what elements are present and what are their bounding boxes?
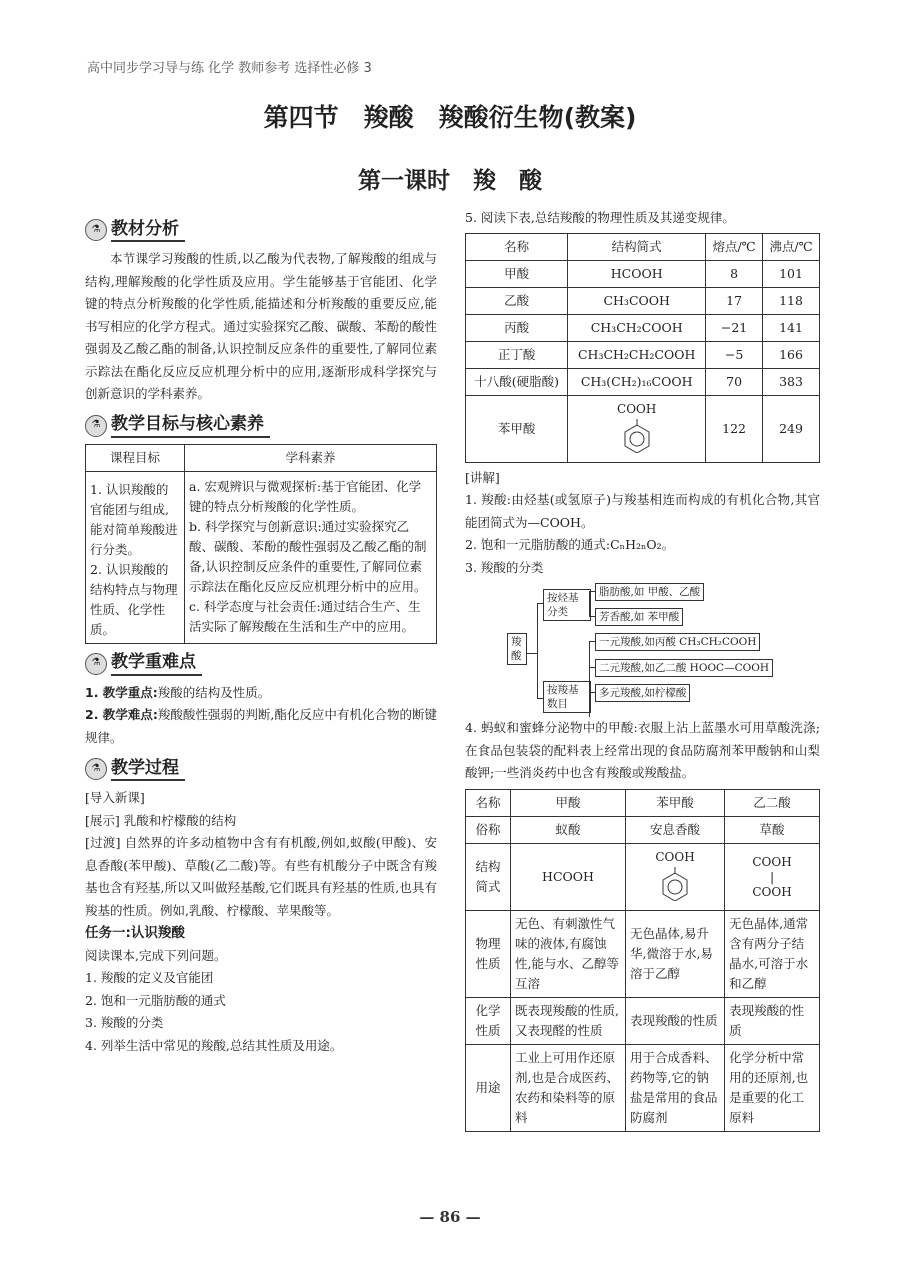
literacy-b: b. 科学探究与创新意识:通过实验探究乙酸、碳酸、苯酚的酸性强弱及乙酸乙酯的制备,认识控制反应条件的重要性,了解同位素示踪法在酯化反应反应机理分析中的应用。 bbox=[189, 519, 427, 594]
chapter-title: 第四节 羧酸 羧酸衍生物(教案) bbox=[263, 103, 637, 132]
difficult-point: 2. 教学难点:羧酸酸性强弱的判断,酯化反应中有机化合物的断键规律。 bbox=[85, 707, 437, 745]
section-heading: ⚗ 教学重难点 bbox=[85, 650, 437, 678]
goal-2: 2. 认识羧酸的结构特点与物理性质、化学性质。 bbox=[90, 561, 178, 637]
lesson-title: 第一课时 羧 酸 bbox=[358, 168, 542, 194]
analysis-text: 本节课学习羧酸的性质,以乙酸为代表物,了解羧酸的组成与结构,理解羧酸的化学性质及应用。学生能够基于官能团、化学键的特点分析羧酸的化学性质,能描述和分析羧酸的重要反应,能书写相应的化学方程式。通过实验探究乙酸、碳酸、苯酚的酸性强弱及乙酸乙酯的制备,认识控制反应条件的重要性,了解同位素示踪法在酯化反应反应机理分析中的应用,逐渐形成科学探究与创新意识的学科素养。 bbox=[85, 251, 437, 401]
acids-table bbox=[465, 789, 820, 1132]
goals-table: 课程目标 学科素养 1. 认识羧酸的官能团与组成,能对简单羧酸进行分类。 2. 认识羧酸的结构特点与物理性质、化学性质。 a. 宏观辨识与微观探析:基于官能团、化学键的特点分析羧酸的化学性质。 b. 科学探究与创新意识:通过实验探究乙酸、碳酸、苯酚的酸性强弱及乙酸乙酯的制备,认识控制反应条件的重要性,了解同位素示踪法在酯化反应反应机理分析中的应用。 c. 科学态度与社会责任:通过结合生产、生活实际了解羧酸在生活和生产中的应用。 bbox=[85, 444, 437, 644]
table-row: 甲酸 HCOOH 8 101 bbox=[466, 260, 820, 287]
page-number: — 86 — bbox=[419, 1208, 481, 1226]
flask-icon: ⚗ bbox=[85, 219, 107, 241]
benzoic-structure: COOH bbox=[625, 843, 724, 910]
table-row: 化学性质 既表现羧酸的性质,又表现醛的性质 表现羧酸的性质 表现羧酸的性质 bbox=[466, 997, 820, 1044]
literacy-c: c. 科学态度与社会责任:通过结合生产、生活实际了解羧酸在生活和生产中的应用。 bbox=[189, 599, 421, 634]
explain-1: 1. 羧酸:由烃基(或氢原子)与羧基相连而构成的有机化合物,其官能团简式为—COOH。 bbox=[465, 492, 820, 530]
diagram-leaf-2: 芳香酸,如 苯甲酸 bbox=[595, 608, 683, 626]
table-row: 丙酸 CH₃CH₂COOH −21 141 bbox=[466, 314, 820, 341]
diagram-leaf-3: 一元羧酸,如丙酸 CH₃CH₂COOH bbox=[595, 633, 760, 651]
diagram-root: 羧酸 bbox=[507, 633, 527, 665]
question-3: 3. 羧酸的分类 bbox=[85, 1015, 164, 1030]
classification-diagram bbox=[465, 583, 820, 713]
diagram-branch-1: 按烃基分类 bbox=[543, 589, 591, 621]
task-heading: 任务一:认识羧酸 bbox=[85, 925, 185, 941]
diagram-leaf-5: 多元羧酸,如柠檬酸 bbox=[595, 684, 690, 702]
benzene-ring-icon bbox=[622, 419, 652, 453]
running-header: 高中同步学习导与练 化学 教师参考 选择性必修 3 bbox=[87, 61, 372, 76]
question-2: 2. 饱和一元脂肪酸的通式 bbox=[85, 992, 226, 1008]
oxalic-structure: COOH | COOH bbox=[725, 843, 820, 910]
read-line: 阅读课本,完成下列问题。 bbox=[85, 947, 227, 963]
benzoic-structure: COOH bbox=[568, 395, 706, 462]
table-row: 乙酸 CH₃COOH 17 118 bbox=[466, 287, 820, 314]
table-row: 十八酸(硬脂酸) CH₃(CH₂)₁₆COOH 70 383 bbox=[466, 368, 820, 395]
section-heading: ⚗ 教材分析 bbox=[85, 216, 437, 244]
explain-2: 2. 饱和一元脂肪酸的通式:CₙH₂ₙO₂。 bbox=[465, 537, 675, 552]
explain-4: 4. 蚂蚁和蜜蜂分泌物中的甲酸:衣服上沾上蓝墨水可用草酸洗涤;在食品包装袋的配料表上经常出现的食品防腐剂苯甲酸钠和山梨酸钾;一些消炎药中也含有羧酸或羧酸盐。 bbox=[465, 720, 820, 780]
show-line: [展示] 乳酸和柠檬酸的结构 bbox=[85, 812, 237, 828]
explain-3: 3. 羧酸的分类 bbox=[465, 559, 544, 575]
section-heading: ⚗ 教学过程 bbox=[85, 755, 437, 783]
flask-icon: ⚗ bbox=[85, 415, 107, 437]
diagram-branch-2: 按羧基数目 bbox=[543, 681, 591, 713]
goal-1: 1. 认识羧酸的官能团与组成,能对简单羧酸进行分类。 bbox=[90, 481, 178, 557]
transition-line: [过渡] 自然界的许多动植物中含有有机酸,例如,蚁酸(甲酸)、安息香酸(苯甲酸)、草酸(乙二酸)等。有些有机酸分子中既含有羧基也含有羟基,所以又叫做羟基酸,它们既具有羟基的性质,也具有羧基的性质。例如,乳酸、柠檬酸、苹果酸等。 bbox=[85, 835, 437, 918]
table-row: 用途 工业上可用作还原剂,也是合成医药、农药和染料等的原料 用于合成香料、药物等,它的钠盐是常用的食品防腐剂 化学分析中常用的还原剂,也是重要的化工原料 bbox=[466, 1044, 820, 1131]
section-heading: ⚗ 教学目标与核心素养 bbox=[85, 412, 437, 440]
question-5: 5. 阅读下表,总结羧酸的物理性质及其递变规律。 bbox=[465, 210, 735, 225]
benzene-ring-icon bbox=[660, 867, 690, 901]
right-column bbox=[465, 207, 820, 1132]
literacy-a: a. 宏观辨识与微观探析:基于官能团、化学键的特点分析羧酸的化学性质。 bbox=[189, 479, 422, 514]
diagram-leaf-4: 二元羧酸,如乙二酸 HOOC—COOH bbox=[595, 659, 773, 677]
table-row: 正丁酸 CH₃CH₂CH₂COOH −5 166 bbox=[466, 341, 820, 368]
table-row: 结构简式 HCOOH COOH COOH | COOH bbox=[466, 843, 820, 910]
intro-line: [导入新课] bbox=[85, 790, 145, 805]
flask-icon: ⚗ bbox=[85, 653, 107, 675]
question-4: 4. 列举生活中常见的羧酸,总结其性质及用途。 bbox=[85, 1037, 343, 1053]
table-row: 苯甲酸 COOH 122 249 bbox=[466, 395, 820, 462]
table-row: 名称 甲酸 苯甲酸 乙二酸 bbox=[466, 789, 820, 816]
flask-icon: ⚗ bbox=[85, 758, 107, 780]
properties-table: 名称 结构简式 熔点/℃ 沸点/℃ 甲酸 HCOOH 8 101 乙酸 CH₃COOH 17 118 丙酸 CH₃CH₂COOH −21 141 正丁酸 CH₃CH₂CH₂COOH −5 166 十八酸(硬脂酸) CH₃(CH₂)₁₆COOH 70 383 苯甲酸 COOH 122 249 bbox=[465, 233, 820, 463]
explain-label: [讲解] bbox=[465, 469, 500, 485]
key-point: 1. 教学重点:羧酸的结构及性质。 bbox=[85, 684, 271, 700]
left-column bbox=[85, 210, 437, 1057]
question-1: 1. 羧酸的定义及官能团 bbox=[85, 970, 214, 985]
table-row: 俗称 蚁酸 安息香酸 草酸 bbox=[466, 816, 820, 843]
diagram-leaf-1: 脂肪酸,如 甲酸、乙酸 bbox=[595, 583, 704, 601]
table-row: 物理性质 无色、有刺激性气味的液体,有腐蚀性,能与水、乙醇等互溶 无色晶体,易升华,微溶于水,易溶于乙醇 无色晶体,通常含有两分子结晶水,可溶于水和乙醇 bbox=[466, 910, 820, 997]
